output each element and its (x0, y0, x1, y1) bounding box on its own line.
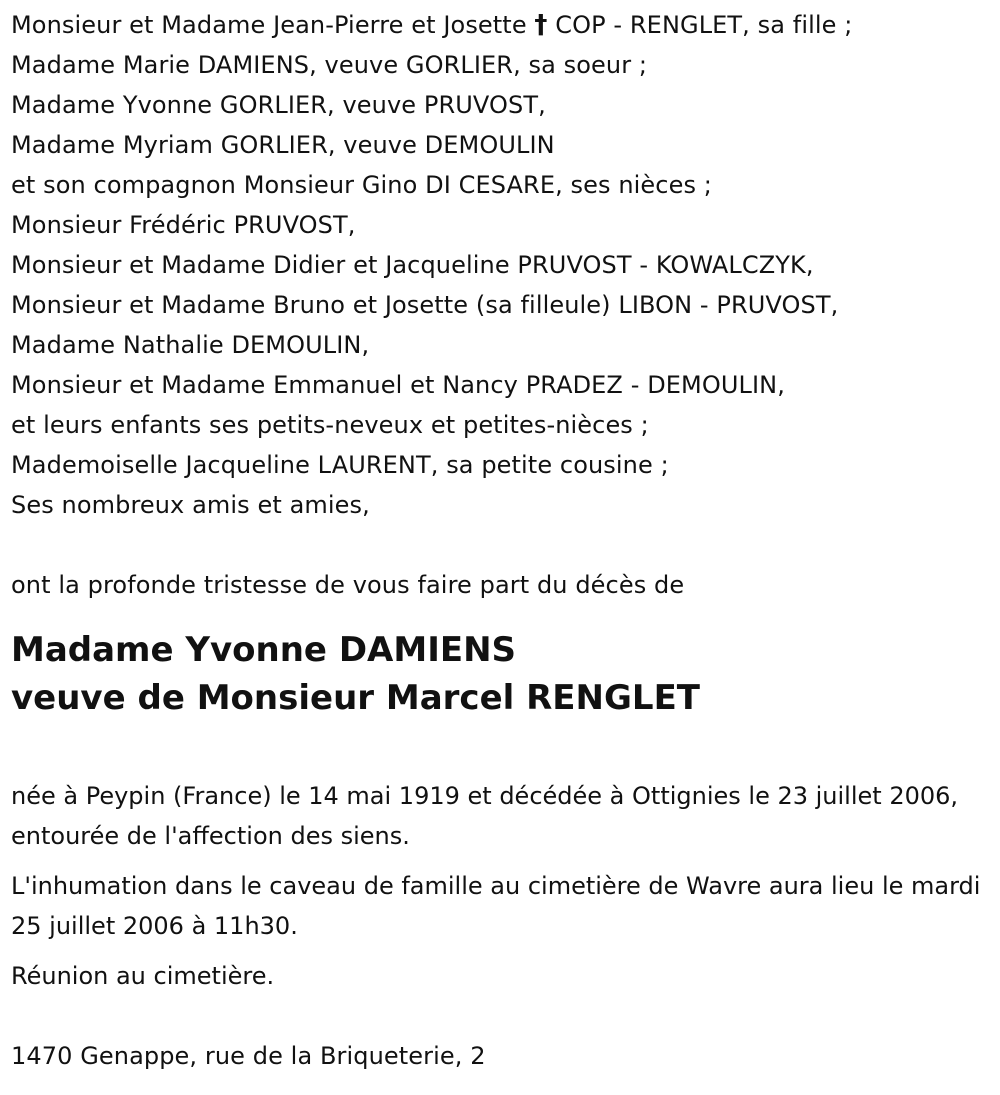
mourner-text-after: COP - RENGLET, sa fille ; (547, 11, 853, 39)
mourner-text: Monsieur et Madame Jean-Pierre et Josette (11, 11, 535, 39)
mourner-line: Monsieur et Madame Emmanuel et Nancy PRADEZ - DEMOULIN, (11, 371, 785, 399)
mourner-line: et son compagnon Monsieur Gino DI CESARE, ses nièces ; (11, 171, 712, 199)
mourner-line: et leurs enfants ses petits-neveux et petites-nièces ; (11, 411, 649, 439)
mourner-line: Mademoiselle Jacqueline LAURENT, sa petite cousine ; (11, 451, 669, 479)
cross-icon: † (534, 10, 548, 40)
deceased-spouse: veuve de Monsieur Marcel RENGLET (11, 678, 700, 718)
mourners-list (11, 5, 991, 525)
mourner-line: Monsieur Frédéric PRUVOST, (11, 211, 356, 239)
birth-death-paragraph: née à Peypin (France) le 14 mai 1919 et décédée à Ottignies le 23 juillet 2006, entourée de l'affection des siens. (11, 782, 959, 850)
burial-paragraph: L'inhumation dans le caveau de famille au cimetière de Wavre aura lieu le mardi 25 juillet 2006 à 11h30. (11, 872, 981, 940)
mourner-line: Monsieur et Madame Didier et Jacqueline PRUVOST - KOWALCZYK, (11, 251, 814, 279)
deceased-name: Madame Yvonne DAMIENS (11, 630, 517, 670)
spacer (11, 525, 991, 565)
deceased-block (11, 626, 991, 722)
address-line: 1470 Genappe, rue de la Briqueterie, 2 (11, 1042, 486, 1070)
obituary-notice (11, 5, 991, 1076)
meeting-paragraph: Réunion au cimetière. (11, 962, 275, 990)
mourner-line (11, 5, 991, 45)
mourner-line: Monsieur et Madame Bruno et Josette (sa filleule) LIBON - PRUVOST, (11, 291, 839, 319)
announcement-text: ont la profonde tristesse de vous faire part du décès de (11, 571, 685, 599)
mourner-line: Madame Yvonne GORLIER, veuve PRUVOST, (11, 91, 546, 119)
mourner-line: Madame Myriam GORLIER, veuve DEMOULIN (11, 131, 555, 159)
mourner-line: Madame Marie DAMIENS, veuve GORLIER, sa soeur ; (11, 51, 648, 79)
mourner-line: Madame Nathalie DEMOULIN, (11, 331, 370, 359)
mourner-line: Ses nombreux amis et amies, (11, 491, 370, 519)
